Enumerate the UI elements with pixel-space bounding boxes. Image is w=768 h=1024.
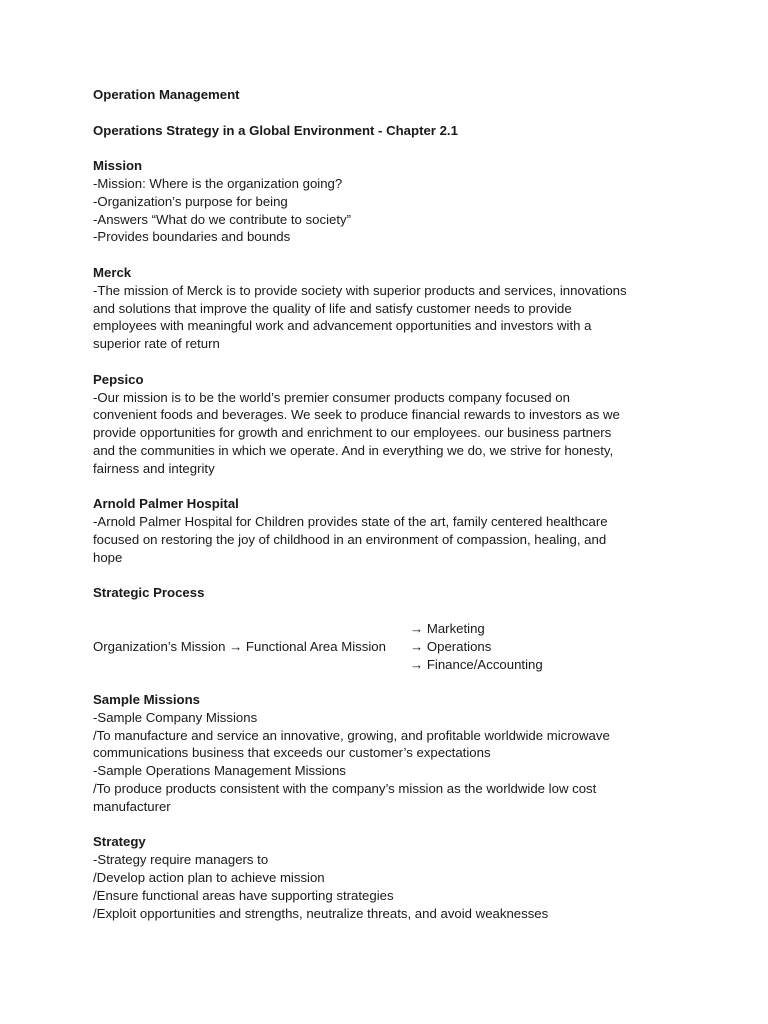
flow-spacer (93, 656, 410, 674)
spacer (93, 353, 693, 371)
sample-missions-line: manufacturer (93, 798, 171, 814)
document-page (93, 86, 693, 922)
flow-branch-operations: → Operations (410, 638, 492, 654)
pepsico-line: and the communities in which we operate. And in everything we do, we strive for honesty, (93, 442, 614, 458)
strategy-line: -Strategy require managers to (93, 852, 269, 868)
document-subtitle: Operations Strategy in a Global Environment - Chapter 2.1 (93, 122, 458, 138)
spacer (93, 673, 693, 691)
strategy-line: /Ensure functional areas have supporting strategies (93, 887, 394, 903)
arnold-heading: Arnold Palmer Hospital (93, 496, 239, 512)
mission-line: -Provides boundaries and bounds (93, 229, 291, 245)
sample-missions-line: /To manufacture and service an innovative, growing, and profitable worldwide microwave (93, 727, 610, 743)
sample-missions-line: /To produce products consistent with the company’s mission as the worldwide low cost (93, 781, 597, 797)
sample-missions-line: -Sample Company Missions (93, 709, 258, 725)
pepsico-line: fairness and integrity (93, 460, 215, 476)
sample-missions-line: communications business that exceeds our customer’s expectations (93, 745, 491, 761)
merck-heading: Merck (93, 264, 132, 280)
merck-line: and solutions that improve the quality of life and satisfy customer needs to provide (93, 300, 572, 316)
arnold-line: -Arnold Palmer Hospital for Children provides state of the art, family centered healthcare (93, 514, 608, 530)
pepsico-line: -Our mission is to be the world’s premier consumer products company focused on (93, 389, 570, 405)
arnold-line: focused on restoring the joy of childhood in an environment of compassion, healing, and (93, 531, 607, 547)
mission-line: -Mission: Where is the organization going? (93, 175, 343, 191)
flow-prefix: Organization’s Mission → Functional Area Mission (93, 638, 386, 654)
mission-heading: Mission (93, 158, 143, 174)
strategy-line: /Develop action plan to achieve mission (93, 870, 325, 886)
sample-missions-heading: Sample Missions (93, 692, 201, 708)
merck-line: superior rate of return (93, 336, 220, 352)
spacer (93, 567, 693, 585)
pepsico-line: provide opportunities for growth and enrichment to our employees. our business partners (93, 425, 612, 441)
strategic-process-heading: Strategic Process (93, 585, 205, 601)
arnold-line: hope (93, 549, 123, 565)
spacer (93, 478, 693, 496)
flow-row-marketing (93, 620, 693, 638)
spacer (93, 816, 693, 834)
merck-line: -The mission of Merck is to provide society with superior products and services, innovations (93, 282, 627, 298)
flow-spacer (93, 620, 410, 638)
flow-row-finance (93, 656, 693, 674)
document-title: Operation Management (93, 87, 240, 102)
sample-missions-line: -Sample Operations Management Missions (93, 763, 346, 779)
flow-row-operations (93, 638, 693, 656)
strategy-line: /Exploit opportunities and strengths, neutralize threats, and avoid weaknesses (93, 905, 549, 921)
merck-line: employees with meaningful work and advancement opportunities and investors with a (93, 318, 592, 334)
spacer (93, 139, 693, 157)
mission-line: -Organization’s purpose for being (93, 193, 288, 209)
flow-branch-marketing: → Marketing (410, 620, 485, 636)
flow-branch-finance: → Finance/Accounting (410, 656, 543, 672)
pepsico-heading: Pepsico (93, 371, 144, 387)
spacer (93, 602, 693, 620)
strategy-heading: Strategy (93, 834, 146, 850)
spacer (93, 246, 693, 264)
mission-line: -Answers “What do we contribute to society” (93, 211, 351, 227)
spacer (93, 104, 693, 122)
pepsico-line: convenient foods and beverages. We seek to produce financial rewards to investors as we (93, 407, 620, 423)
